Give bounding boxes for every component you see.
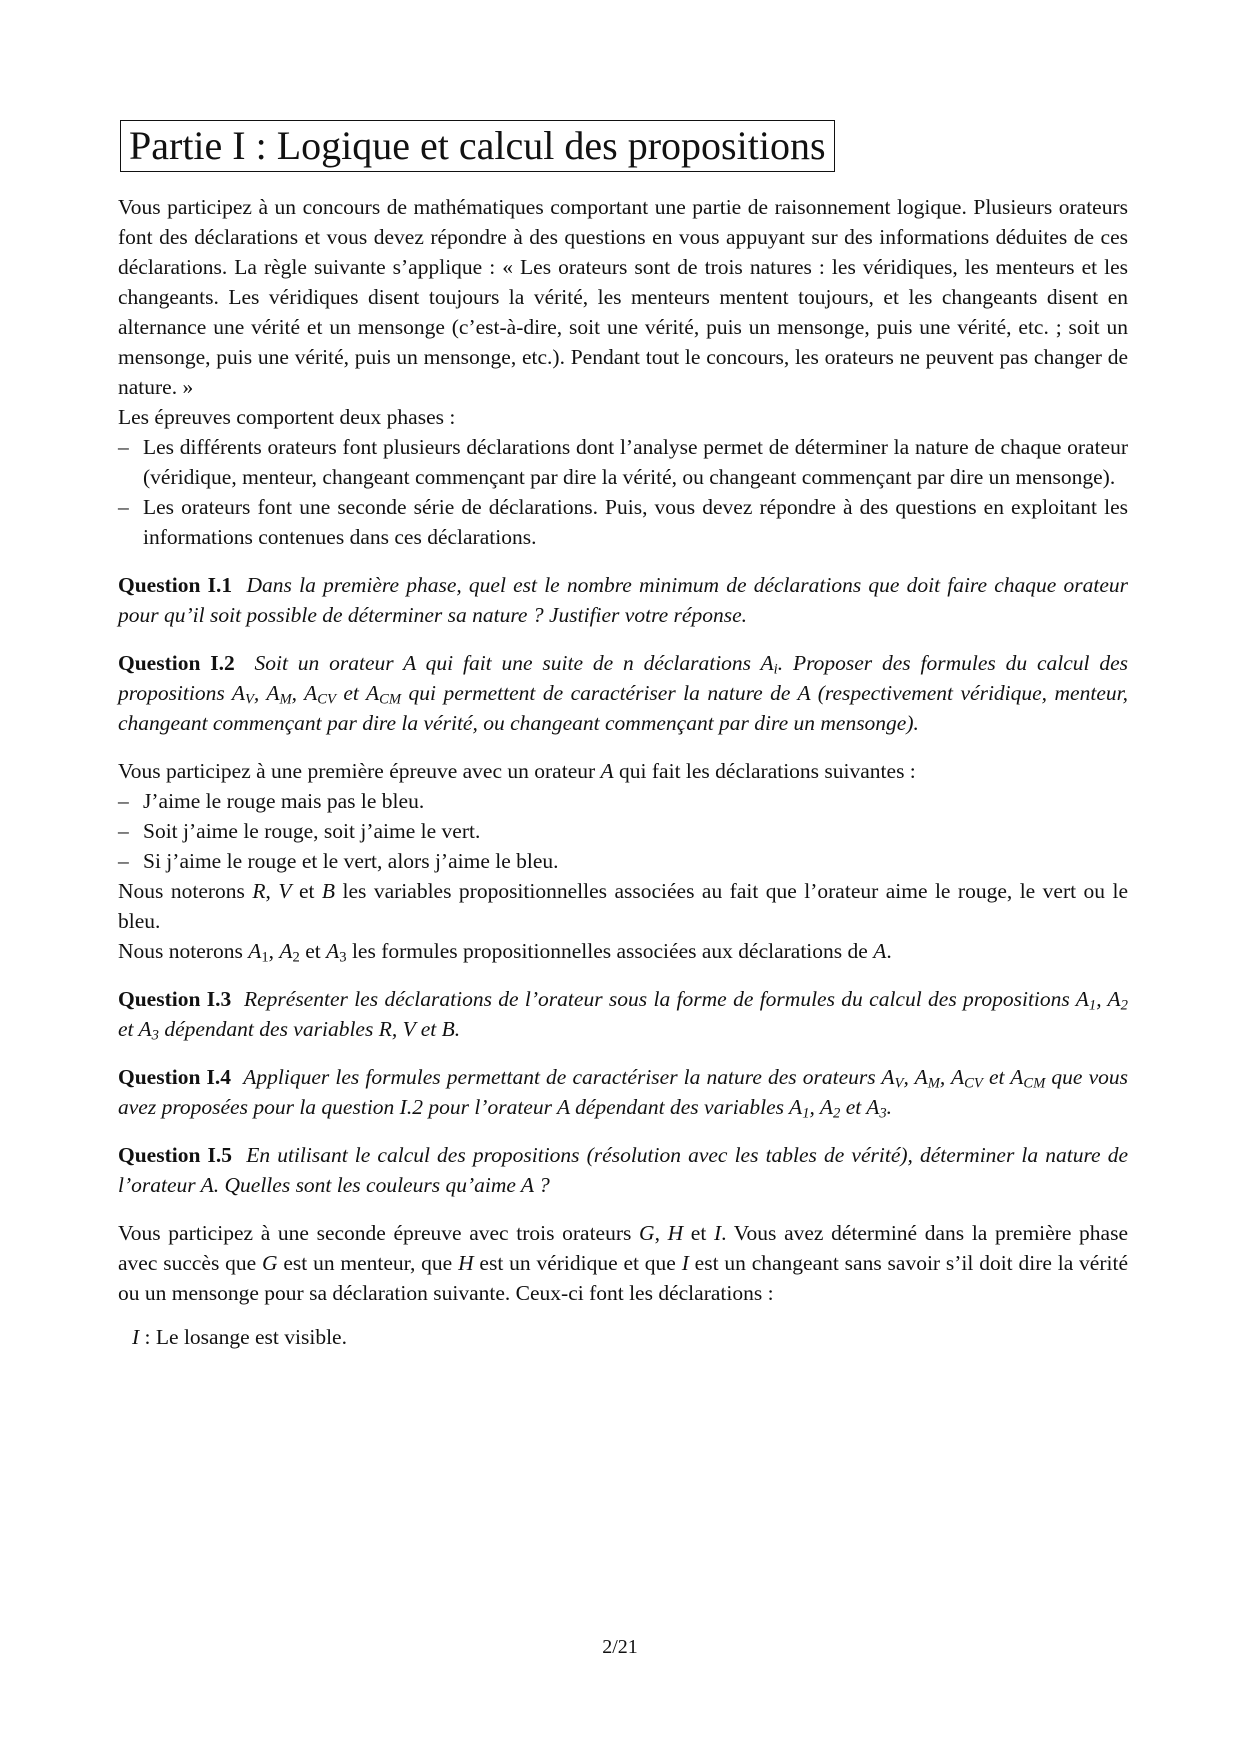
question-3	[118, 984, 1128, 1044]
question-4	[118, 1062, 1128, 1122]
page-content	[118, 120, 1128, 1352]
declaration-text: : Le losange est visible.	[139, 1325, 347, 1349]
question-1	[118, 570, 1128, 630]
speaker-label: I	[132, 1325, 140, 1349]
intro-section	[118, 192, 1128, 552]
question-label: Question I.2	[118, 651, 235, 675]
speaker-declaration	[118, 1322, 1128, 1352]
question-text: Soit un orateur A qui fait une suite de n déclarations $A_i$. Proposer des formules du calcul des propositions $A_V$, $A_M$, $A_{CV}$ et $A_{CM}$ qui permettent de caractériser la nature de A (respectivement véridique, menteur, changeant commençant par dire la vérité, ou changeant commençant par dire un mensonge).	[118, 651, 1128, 735]
question-text: En utilisant le calcul des propositions (résolution avec les tables de vérité), déterminer la nature de l’orateur A. Quelles sont les couleurs qu’aime A ?	[118, 1143, 1128, 1197]
phases-heading: Les épreuves comportent deux phases :	[118, 405, 456, 429]
question-text: Dans la première phase, quel est le nombre minimum de déclarations que doit faire chaque orateur pour qu’il soit possible de déterminer sa nature ? Justifier votre réponse.	[118, 573, 1129, 627]
epreuve-1-intro: Vous participez à une première épreuve avec un orateur A qui fait les déclarations suivantes :	[118, 759, 916, 783]
question-5	[118, 1140, 1128, 1200]
question-label: Question I.5	[118, 1143, 233, 1167]
notation-variables: Nous noterons R, V et B les variables propositionnelles associées au fait que l’orateur aime le rouge, le vert ou le bleu.	[118, 879, 1129, 933]
question-text: Représenter les déclarations de l’orateur sous la forme de formules du calcul des propositions $A_1$, $A_2$ et $A_3$ dépendant des variables R, V et B.	[118, 987, 1128, 1044]
question-text: Appliquer les formules permettant de caractériser la nature des orateurs $A_V$, $A_M$, $A_{CV}$ et $A_{CM}$ que vous avez proposées pour la question I.2 pour l’orateur A dépendant des variables $A_1$, $A_2$ et $A_3$.	[118, 1065, 1128, 1122]
declaration-item: – J’aime le rouge mais pas le bleu.	[118, 786, 1128, 816]
phase-item: – Les orateurs font une seconde série de déclarations. Puis, vous devez répondre à des questions en exploitant les informations contenues dans ces déclarations.	[118, 492, 1128, 552]
epreuve-2: Vous participez à une seconde épreuve avec trois orateurs G, H et I. Vous avez déterminé dans la première phase avec succès que G est un menteur, que H est un véridique et que I est un changeant sans savoir s’il doit dire la vérité ou un mensonge pour sa déclaration suivante. Ceux-ci font les déclarations :	[118, 1221, 1129, 1305]
page-number: 2/21	[602, 1636, 638, 1658]
question-label: Question I.1	[118, 573, 233, 597]
section-title: Partie I : Logique et calcul des propositions	[120, 120, 835, 172]
phase-item: – Les différents orateurs font plusieurs déclarations dont l’analyse permet de déterminer la nature de chaque orateur (véridique, menteur, changeant commençant par dire la vérité, ou changeant commençant par dire un mensonge).	[118, 432, 1128, 492]
declaration-item: – Soit j’aime le rouge, soit j’aime le vert.	[118, 816, 1128, 846]
question-label: Question I.4	[118, 1065, 232, 1089]
question-2	[118, 648, 1128, 738]
question-label: Question I.3	[118, 987, 232, 1011]
declaration-item: – Si j’aime le rouge et le vert, alors j’aime le bleu.	[118, 846, 1128, 876]
epreuve-1	[118, 756, 1128, 966]
notation-formulas: Nous noterons $A_1$, $A_2$ et $A_3$ les formules propositionnelles associées aux déclarations de A.	[118, 939, 892, 966]
intro-paragraph: Vous participez à un concours de mathématiques comportant une partie de raisonnement logique. Plusieurs orateurs font des déclarations et vous devez répondre à des questions en vous appuyant sur des informations déduites de ces déclarations. La règle suivante s’applique : « Les orateurs sont de trois natures : les véridiques, les menteurs et les changeants. Les véridiques disent toujours la vérité, les menteurs mentent toujours, et les changeants disent en alternance une vérité et un mensonge (c’est-à-dire, soit une vérité, puis un mensonge, puis une vérité, etc. ; soit un mensonge, puis une vérité, puis un mensonge, etc.). Pendant tout le concours, les orateurs ne peuvent pas changer de nature. »	[118, 195, 1128, 399]
